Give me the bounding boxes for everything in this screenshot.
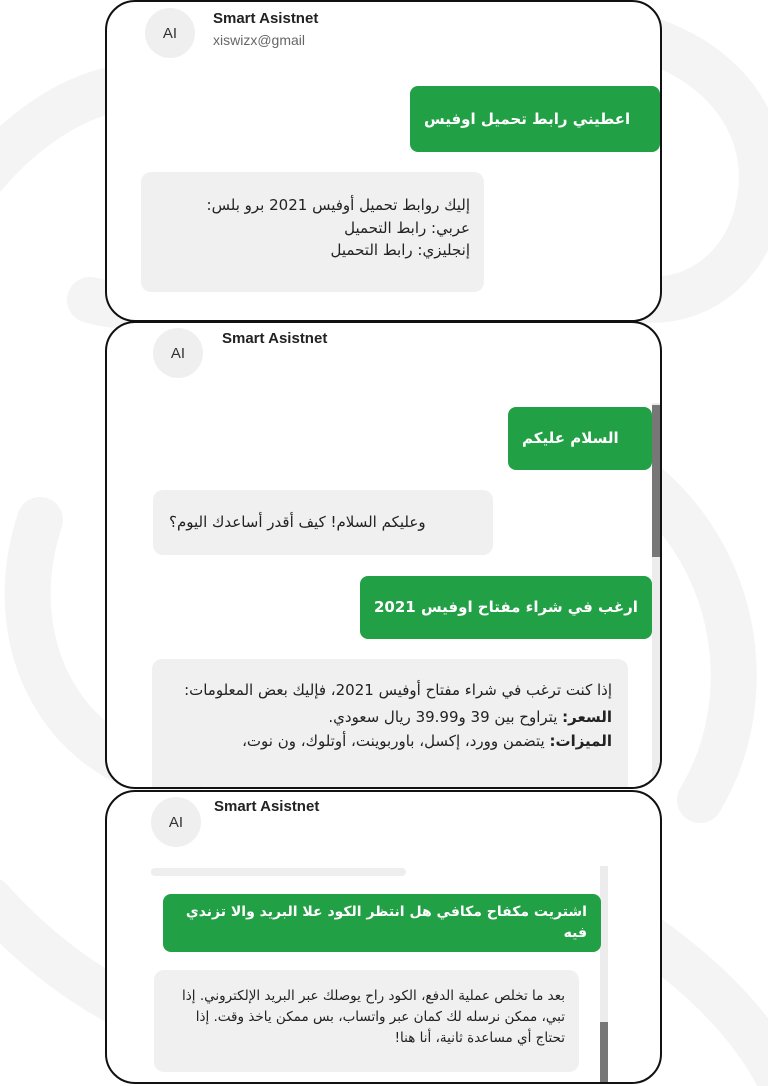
assistant-message xyxy=(141,172,484,292)
features-text: يتضمن وورد، إكسل، باوربوينت، أوتلوك، ون نوت، xyxy=(242,731,545,750)
assistant-message xyxy=(154,970,579,1072)
user-message xyxy=(508,407,652,470)
price-label: السعر: xyxy=(562,708,612,727)
assistant-name: Smart Asistnet xyxy=(214,798,320,815)
assistant-message-text: وعليكم السلام! كيف أقدر أساعدك اليوم؟ xyxy=(169,513,426,532)
assistant-message-line: إليك روابط تحميل أوفيس 2021 برو بلس: xyxy=(206,196,470,214)
features-label: الميزات: xyxy=(549,731,612,750)
assistant-avatar: AI xyxy=(145,8,195,58)
user-message xyxy=(163,894,601,952)
chat-panel-3 xyxy=(105,790,662,1084)
assistant-message-intro: إذا كنت ترغب في شراء مفتاح أوفيس 2021، فإليك بعض المعلومات: xyxy=(184,681,612,699)
scrollbar-thumb[interactable] xyxy=(652,405,660,557)
assistant-message-line: عربي: رابط التحميل xyxy=(344,218,470,237)
user-message-text: اعطيني رابط تحميل اوفيس xyxy=(424,109,631,128)
assistant-name: Smart Asistnet xyxy=(213,10,319,27)
assistant-avatar: AI xyxy=(151,797,201,847)
chat-panel-1 xyxy=(105,0,662,322)
user-message-text: ارغب في شراء مفتاح اوفيس 2021 xyxy=(374,598,638,617)
chat-panel-2 xyxy=(105,321,662,789)
assistant-avatar: AI xyxy=(153,328,203,378)
features-line xyxy=(168,730,612,753)
previous-message-edge xyxy=(151,868,406,876)
user-message xyxy=(410,86,660,152)
assistant-name: Smart Asistnet xyxy=(222,330,328,347)
assistant-message xyxy=(152,659,628,789)
user-message-text: اشتريت مكفاح مكافي هل انتظر الكود علا البريد والا تزندي فيه xyxy=(185,904,587,941)
scrollbar-thumb[interactable] xyxy=(600,1022,608,1084)
assistant-message-text: بعد ما تخلص عملية الدفع، الكود راح يوصلك عبر البريد الإلكتروني. إذا تبي، ممكن نرسله لك كمان عبر واتساب، بس ممكن ياخذ وقت. إذا تحتاج أي مساعدة ثانية، أنا هنا! xyxy=(182,988,565,1046)
assistant-message xyxy=(153,490,493,555)
user-message-text: السلام عليكم xyxy=(522,429,619,448)
assistant-email: xiswizx@gmail xyxy=(213,32,305,48)
price-text: يتراوح بين 39 و39.99 ريال سعودي. xyxy=(328,708,558,727)
price-line xyxy=(168,706,612,729)
assistant-message-line: إنجليزي: رابط التحميل xyxy=(330,241,470,259)
user-message xyxy=(360,576,652,639)
